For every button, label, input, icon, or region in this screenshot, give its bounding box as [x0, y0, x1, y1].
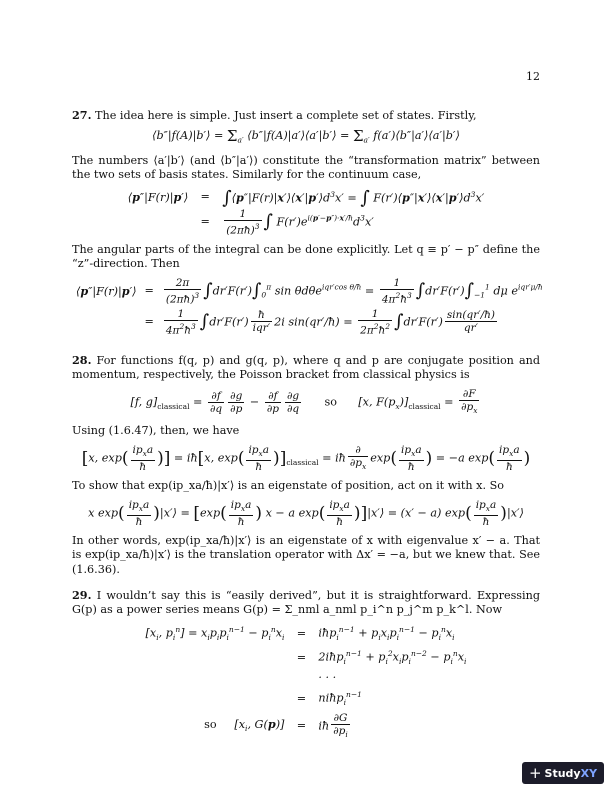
- problem-28-intro: 28. For functions f(q, p) and g(q, p), where q and p are conjugate position and momentum, respectively, the Poisson bracket from classical physics is: [72, 353, 540, 382]
- page-content: [72, 108, 543, 747]
- problem-27-intro: 27. The idea here is simple. Just insert a complete set of states. Firstly,: [72, 108, 477, 122]
- equation-power-series-commutator: [$x_i$, $p_i^n] = x_ip_ip_i^{n-1} - p_i^nx_i$ = iħp$_i^{n-1}$ + $p_ix_ip_i^{n-1} - p_i^nx_i$ = 2iħp$_i^{n-1}$ + $p_i^2x_ip_i^{n-2} - p_i^nx_i$ · · · = niħp$_i^{n-1}$ so [$x_i$, G(p)] = iħ $\frac{\partial G}{\partial p_i}$: [145, 625, 467, 739]
- page-number: 12: [526, 70, 540, 83]
- problem-28-conclusion-text: In other words, exp(ip_xa/ħ)|x′⟩ is an eigenstate of x with eigenvalue x′ − a. That is exp(ip_xa/ħ)|x′⟩ is the translation operator with Δx′ = −a, but we knew that. See (1.6.36).: [72, 534, 540, 576]
- problem-28-show-text: To show that exp(ip_xa/ħ)|x′⟩ is an eigenstate of position, act on it with x. So: [72, 478, 504, 492]
- equation-commutator-exp: [x, exp( $\frac{ip_xa}{ħ}$ )] = iħ[x, exp( $\frac{ip_xa}{ħ}$ )]$_{classical}$ = iħ $\frac{\partial}{\partial p_x}$ exp( $\frac{ip_xa}{ħ}$ ) = −a exp( $\frac{ip_xa}{ħ}$ ): [81, 443, 531, 473]
- studyxy-logo: + StudyXY: [522, 762, 604, 784]
- problem-28-number: 28.: [72, 353, 92, 367]
- problem-27-matrix-text: The numbers ⟨a′|b′⟩ (and ⟨b″|a′⟩) constitute the “transformation matrix” between the two sets of basis states. Similarly for the continuum case,: [72, 153, 540, 181]
- problem-27-number: 27.: [72, 108, 92, 122]
- equation-discrete-insert: ⟨b″|f(A)|b′⟩ = $\Sigma_{a'}$ ⟨b″|f(A)|a′⟩⟨a′|b′⟩ = $\Sigma_{a'}$ f(a′)⟨b″|a′⟩⟨a′|b′⟩: [152, 127, 460, 146]
- equation-angular-integral: ⟨p″|F(r)|p′⟩ = $\frac{2\pi}{(2\pi ħ)^3}$ $\int dr'F(r')\int_0^\pi$ sin θdθe$^{iqr'cos \theta/ħ}$ = $\frac{1}{4\pi^2ħ^3}$ $\int dr'F(r')\int_{-1}^1$ dμ $e^{iqr'\mu/ħ}$ = $\frac{1}{4\pi^2ħ^3}$ ∫dr′F(r′) $\frac{ħ}{\text{iqr′}}$ 2i sin(qr′/ħ) = $\frac{1}{2\pi^2ħ^2}$ ∫dr′F(r′) $\frac{\sin(qr'/ħ)}{qr'}$: [76, 277, 543, 336]
- problem-27-angular-text: The angular parts of the integral can be done explicitly. Let q ≡ p′ − p″ define the “z”-direction. Then: [72, 242, 540, 270]
- problem-29-intro: 29. I wouldn’t say this is “easily derived”, but it is straightforward. Expressing G(p) as a power series means G(p) = Σ_nml a_nml p_i^n p_j^m p_k^l. Now: [72, 587, 540, 616]
- problem-28-using-text: Using (1.6.47), then, we have: [72, 423, 240, 437]
- equation-poisson-bracket: [f, $g]_{classical}$ = $\frac{\partial f}{\partial q}$ $\frac{\partial g}{\partial p}$ − $\frac{\partial f}{\partial p}$ $\frac{\partial g}{\partial q}$ so [x, $F(p_x)]_{classical}$ = $\frac{\partial F}{\partial p_x}$: [130, 388, 478, 416]
- equation-eigenstate: x exp( $\frac{ip_xa}{ħ}$ )|x′⟩ = [exp( $\frac{ip_xa}{ħ}$ ) x − a exp( $\frac{ip_xa}{ħ}$ )]|x′⟩ = (x′ − a) exp( $\frac{ip_xa}{ħ}$ )|x′⟩: [88, 499, 524, 529]
- problem-29-number: 29.: [72, 587, 92, 602]
- equation-continuum: ⟨p″|F(r)|p′⟩ = $\int⟨p''|F(r)|x'⟩⟨x'|p'⟩d^3x'$ = ∫ $F(r')⟨p''|x'⟩⟨x'|p'⟩d^3x'$ = $\frac{1}{(2\pi ħ)^3}$ ∫ $F(r')e^{i(p'-p'')\cdot x'/ħ}d^3x'$: [127, 187, 485, 237]
- plus-icon: +: [528, 764, 542, 782]
